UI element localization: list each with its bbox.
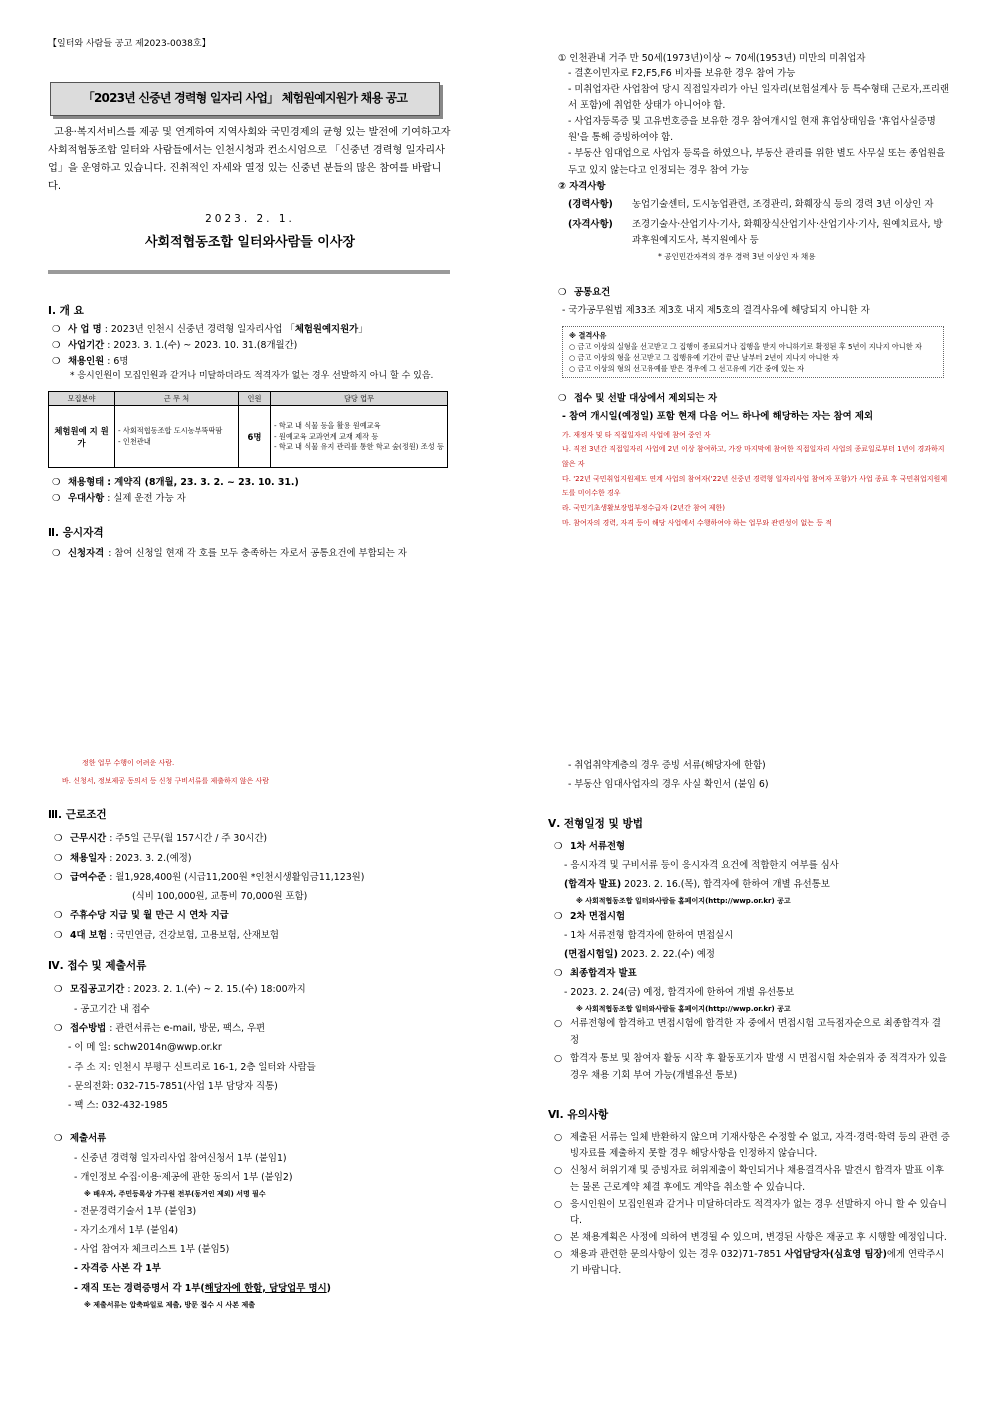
duty-line: - 학교 내 식물 유지 관리를 통한 학교 숲(정원) 조성 등	[274, 442, 444, 451]
round2-date	[564, 946, 950, 965]
intro-paragraph: 고용·복지서비스를 제공 및 연계하여 지역사회와 국민경제의 균형 있는 발전에 기여하고자 사회적협동조합 일터와 사람들에서는 인천시청과 컨소시엄으로 「신중년 경력형 일자리사업」을 운영하고 있습니다. 진취적인 자세와 열정 있는 신중년 분들의 많은 참여를 바랍니다.	[48, 127, 451, 193]
final-note: ※ 사회적협동조합 일터와사람들 홈페이지(http://wwp.or.kr) 공고	[576, 1005, 791, 1014]
note-item	[554, 1163, 950, 1196]
application-list	[54, 980, 456, 1312]
circle-bullet-icon: ❍	[54, 1022, 63, 1034]
section-2-heading: Ⅱ. 응시자격	[48, 526, 104, 539]
project-label: 사 업 명	[68, 324, 102, 336]
holiday-text: 주휴수당 지급 및 월 만근 시 연차 지급	[70, 910, 229, 922]
list-item: 라. 국민기초생활보장법부정수급자 (2년간 참여 제한)	[562, 503, 726, 512]
round1-result	[564, 876, 950, 895]
list-item: - 자격증 사본 각 1부	[74, 1263, 161, 1275]
doc-part: - 재직 또는 경력증명서 각 1부(	[74, 1282, 205, 1294]
list-item: - 전문경력기술서 1부 (붙임3)	[74, 1205, 197, 1217]
excl-last: 바. 신청서, 정보제공 동의서 등 신청 구비서류를 제출하지 않은 사람	[62, 777, 270, 786]
list-item: 가. 재정자 및 타 직접일자리 사업에 참여 중인 자	[562, 430, 711, 439]
job-table-row	[49, 406, 448, 468]
hire-note: * 응시인원이 모집인원과 같거나 미달하더라도 적격자가 없는 경우 선발하지 아니 할 수 있음.	[70, 371, 434, 382]
hours-row	[54, 829, 456, 848]
app-period-label: 모집공고기간	[70, 984, 125, 996]
period-row	[52, 339, 456, 353]
common-req-row	[558, 286, 950, 300]
disq-item: ○ 금고 이상의 실형을 선고받고 그 집행이 종료되거나 집행을 받지 아니하기로 확정된 후 5년이 지나지 아니한 자	[569, 341, 922, 351]
overview-section	[48, 304, 456, 561]
note-item	[554, 1197, 950, 1230]
selection-section	[548, 756, 950, 1280]
count-cell: 6명	[239, 406, 271, 468]
license-row	[568, 217, 950, 249]
app-method-row	[54, 1019, 456, 1038]
hours-value: : 주5일 근무(월 157시간 / 주 30시간)	[109, 833, 268, 845]
circle-bullet-icon: ❍	[52, 355, 61, 367]
pref-label: 우대사항	[68, 492, 105, 504]
doc-part: )	[326, 1282, 331, 1294]
list-item: - 개인정보 수집·이용·제공에 관한 동의서 1부 (붙임2)	[74, 1171, 293, 1183]
final-replacement: 합격자 통보 및 참여자 활동 시작 후 활동포기자 발생 시 면접시험 차순위자 중 적격자가 있을 경우 채용 기회 부여 가능(개별유선 통보)	[570, 1053, 947, 1081]
doc-part-underlined: 해당자에 한함, 담당업무 명시	[204, 1282, 327, 1294]
list-item: - 취업취약계층의 경우 증빙 서류(해당자에 한함)	[568, 760, 766, 771]
note-text: 신청서 허위기재 및 증빙자료 허위제출이 확인되거나 채용결격사유 발견시 합격자 발표 이후는 물론 근로계약 체결 후에도 계약을 취소할 수 있습니다.	[570, 1165, 944, 1193]
section-1-heading: Ⅰ. 개 요	[48, 305, 84, 317]
workplace-line: - 사회적협동조합 도시농부뚝딱팜	[118, 426, 223, 436]
round1-title: 1차 서류전형	[570, 840, 626, 852]
circle-bullet-icon: ❍	[52, 477, 61, 489]
career-label: (경력사항)	[568, 199, 613, 211]
qualification-details	[558, 52, 950, 530]
start-label: 채용일자	[70, 852, 107, 864]
period-value: : 2023. 3. 1.(수) ~ 2023. 10. 31.(8개월간)	[107, 339, 298, 351]
list-item: 다. '22년 국민취업지원제도 연계 사업의 참여자('22년 신중년 경력형 일자리사업 참여자 포함)가 사업 종료 후 국민취업지원제도를 미이수한 경우	[562, 474, 948, 498]
common-line: - 국가공무원법 제33조 제3호 내지 제5호의 결격사유에 해당되지 아니한 자	[562, 305, 870, 317]
documents-list	[74, 1149, 456, 1313]
project-end: 」	[358, 324, 368, 336]
project-name-row	[52, 323, 456, 337]
license-note: * 공인민간자격의 경우 경력 3년 이상인 자 채용	[658, 252, 816, 262]
list-item: - 미취업자란 사업참여 당시 직접일자리가 아닌 일자리(보험설계사 등 특수형태 근로자,프리랜서 포함)에 취업한 상태가 아니어야 함.	[568, 83, 949, 111]
notice-number: 【일터와 사람들 공고 제2023-0038호】	[48, 39, 211, 49]
notice-date: 2023. 2. 1.	[205, 213, 295, 225]
list-item: - 부동산 임대사업자의 경우 사실 확인서 (붙임 6)	[568, 779, 769, 791]
exclusion-row	[558, 392, 950, 406]
project-bold: 체험원예지원가	[294, 324, 359, 336]
circle-bullet-icon: ○	[554, 1198, 563, 1210]
note-text: 본 채용계획은 사정에 의하여 변경될 수 있으며, 변경된 사항은 재공고 후 시행할 예정입니다.	[570, 1232, 947, 1243]
item1-title: ① 인천관내 거주 만 50세(1973년)이상 ~ 70세(1953년) 미만의 미취업자	[558, 53, 866, 64]
excl-cont: 정한 업무 수행이 어려운 사람.	[82, 759, 175, 767]
note-item	[554, 1230, 950, 1247]
disqualification-box	[562, 326, 944, 379]
contact-text: 채용과 관련한 문의사항이 있는 경우 032)71-7851	[570, 1248, 785, 1260]
round1-result-label: (합격자 발표)	[564, 878, 622, 890]
license-label: (자격사항)	[568, 219, 613, 231]
circle-bullet-icon: ❍	[52, 492, 61, 504]
table-header-cell: 모집분야	[49, 392, 115, 406]
circle-bullet-icon: ❍	[54, 984, 63, 996]
list-item: 나. 직전 3년간 직접일자리 사업에 2년 이상 참여하고, 가장 마지막에 참여한 직접일자리 사업의 종료일로부터 1년이 경과하지 않은 자	[562, 445, 945, 468]
circle-bullet-icon: ❍	[52, 324, 61, 336]
duty-line: - 학교 내 식물 등을 활용 원예교육	[274, 421, 381, 431]
type-value: : 계약직 (8개월, 23. 3. 2. ~ 23. 10. 31.)	[107, 477, 299, 489]
app-method-value: : 관련서류는 e-mail, 방문, 팩스, 우편	[109, 1022, 266, 1034]
excl-lead: - 참여 개시일(예정일) 포함 현재 다음 어느 하나에 해당하는 자는 참여 제외	[562, 410, 873, 422]
common-title: 공통요건	[574, 287, 611, 299]
page-lower-half	[0, 702, 992, 1403]
documents-list-continued	[568, 756, 950, 795]
round1-row	[554, 838, 950, 857]
round2-row	[554, 908, 950, 927]
section-4-heading: Ⅳ. 접수 및 제출서류	[48, 960, 147, 973]
list-item: - 결혼이민자로 F2,F5,F6 비자를 보유한 경우 참여 가능	[568, 67, 796, 79]
hire-label: 채용인원	[68, 355, 105, 367]
circle-bullet-icon: ❍	[54, 871, 63, 883]
conditions-list	[54, 829, 456, 945]
circle-bullet-icon: ○	[554, 1053, 563, 1065]
workplace-line: - 인천관내	[118, 436, 151, 446]
circle-bullet-icon: ❍	[54, 833, 63, 845]
holiday-row	[54, 906, 456, 925]
list-item: - 사업자등록증 및 고유번호증을 보유한 경우 참여개시일 현재 휴업상태임을 '휴업사실증명원'을 통해 증빙하여야 함.	[568, 116, 936, 144]
job-table-header	[49, 392, 448, 406]
hours-label: 근무시간	[70, 833, 107, 845]
job-table	[48, 391, 448, 468]
section-6-heading: Ⅵ. 유의사항	[548, 1109, 609, 1122]
table-header-cell: 근 무 처	[115, 392, 239, 406]
circle-bullet-icon: ○	[554, 1131, 563, 1143]
circle-bullet-icon: ○	[554, 1018, 563, 1030]
round2-title: 2차 면접시험	[570, 911, 626, 923]
pay-sub: (식비 100,000원, 교통비 70,000원 포함)	[132, 891, 308, 903]
app-period-row	[54, 980, 456, 999]
circle-bullet-icon: ❍	[54, 1133, 63, 1145]
round1-line: - 응시자격 및 구비서류 등이 응시자격 요건에 적합한지 여부를 심사	[564, 859, 839, 871]
circle-bullet-icon: ❍	[558, 393, 567, 405]
pay-label: 급여수준	[70, 871, 107, 883]
item1-list	[568, 66, 950, 179]
period-label: 사업기간	[68, 339, 105, 351]
list-item: - 자기소개서 1부 (붙임4)	[74, 1224, 179, 1236]
app-period-sub: - 공고기간 내 접수	[74, 1003, 150, 1015]
contact-phone: - 문의전화: 032-715-7851(사업 1부 담당자 직통)	[68, 1080, 278, 1092]
start-value: : 2023. 3. 2.(예정)	[109, 852, 192, 864]
docs-title: 제출서류	[70, 1133, 107, 1145]
ins-value: : 국민연금, 건강보험, 고용보험, 산재보험	[109, 929, 279, 941]
circle-bullet-icon: ❍	[54, 929, 63, 941]
duty-cell	[271, 406, 448, 468]
circle-bullet-icon: ❍	[52, 547, 61, 559]
circle-bullet-icon: ○	[554, 1232, 563, 1243]
field-cell: 체험원예 지 원 가	[49, 406, 115, 468]
circle-bullet-icon: ○	[554, 1248, 563, 1260]
header-divider	[48, 270, 450, 274]
preference-row	[52, 492, 456, 506]
excl-title: 접수 및 선발 대상에서 제외되는 자	[574, 393, 718, 405]
career-row	[568, 197, 950, 213]
note-text: 응시인원이 모집인원과 같거나 미달하더라도 적격자가 없는 경우 선발하지 아니 할 수 있습니다.	[570, 1198, 947, 1227]
selection-steps	[554, 838, 950, 1084]
notice-title: 「2023년 신중년 경력형 일자리 사업」 체험원예지원가 채용 공고	[50, 82, 440, 116]
employment-type-row	[52, 476, 456, 490]
note-item	[554, 1247, 950, 1280]
duty-line: - 원예교육 교과연계 교재 제작 등	[274, 431, 379, 441]
table-header-cell: 담당 업무	[271, 392, 448, 406]
hire-value: : 6명	[107, 355, 129, 367]
insurance-row	[54, 926, 456, 945]
list-item: - 신중년 경력형 일자리사업 참여신청서 1부 (붙임1)	[74, 1152, 287, 1164]
qualification-row	[52, 547, 456, 561]
exclusion-continued	[62, 758, 442, 786]
note-item	[554, 1130, 950, 1163]
disq-item: ○ 금고 이상의 형의 선고유예를 받은 경우에 그 선고유예 기간 중에 있는 자	[569, 364, 805, 374]
contact-person: 사업담당자(심효영 팀장)	[784, 1248, 887, 1260]
docs-note1: ※ 배우자, 주민등록상 가구원 전부(동거인 제외) 서명 필수	[84, 1190, 266, 1199]
notes-list	[554, 1130, 950, 1281]
contact-fax: - 팩 스: 032-432-1985	[68, 1100, 169, 1112]
issuer-name: 사회적협동조합 일터와사람들 이사장	[145, 235, 355, 250]
app-method-label: 접수방법	[70, 1022, 107, 1034]
circle-bullet-icon: ❍	[554, 967, 563, 979]
note-text: 제출된 서류는 일체 반환하지 않으며 기재사항은 수정할 수 없고, 자격·경력·학력 등의 관련 증빙자료를 제출하지 못할 경우 해당사항을 인정하지 않습니다.	[570, 1131, 950, 1160]
list-item	[74, 1279, 456, 1298]
round1-note: ※ 사회적협동조합 일터와사람들 홈페이지(http://wwp.or.kr) 공고	[576, 897, 791, 906]
round2-line: - 1차 서류전형 합격자에 한하여 면접실시	[564, 930, 734, 942]
list-item: - 부동산 임대업으로 사업자 등록을 하였으나, 부동산 관리를 위한 별도 사무실 또는 종업원을 두고 있지 않는다고 인정되는 경우 참여 가능	[568, 148, 946, 176]
circle-bullet-icon: ❍	[52, 339, 61, 351]
round2-date-label: (면접시험일)	[564, 948, 618, 960]
documents-row	[54, 1129, 456, 1148]
qual-value: : 참여 신청일 현재 각 호를 모두 충족하는 자로서 공통요건에 부합되는 자	[108, 547, 407, 559]
pay-row	[54, 868, 456, 887]
list-item: 마. 참여자의 경력, 자격 등이 해당 사업에서 수행하여야 하는 업무와 관련성이 없는 등 적	[562, 518, 833, 527]
section-5-heading: Ⅴ. 전형일정 및 방법	[548, 817, 643, 830]
contact-email: - 이 메 일: schw2014n@wwp.or.kr	[68, 1042, 222, 1054]
circle-bullet-icon: ❍	[554, 911, 563, 923]
workplace-cell	[115, 406, 239, 468]
project-value: : 2023년 인천시 신중년 경력형 일자리사업 「	[104, 324, 295, 336]
ins-label: 4대 보험	[70, 929, 107, 941]
final-replacement-row	[554, 1051, 950, 1084]
career-value: 농업기술센터, 도시농업관련, 조경관리, 화훼장식 등의 경력 3년 이상인 자	[632, 199, 934, 211]
circle-bullet-icon: ❍	[554, 840, 563, 852]
circle-bullet-icon: ❍	[54, 910, 63, 922]
working-conditions-section	[48, 808, 456, 1312]
circle-bullet-icon: ○	[554, 1165, 563, 1177]
disq-title: ※ 결격사유	[569, 330, 607, 340]
section-3-heading: Ⅲ. 근로조건	[48, 809, 107, 821]
pref-value: : 실제 운전 가능 자	[107, 492, 186, 504]
final-line: - 2023. 2. 24(금) 예정, 합격자에 한하여 개별 유선통보	[564, 986, 795, 998]
circle-bullet-icon: ❍	[54, 852, 63, 864]
qual-label: 신청자격	[68, 547, 105, 559]
final-title: 최종합격자 발표	[570, 967, 637, 979]
final-row	[554, 965, 950, 984]
round2-date-value: 2023. 2. 22.(수) 예정	[617, 948, 715, 960]
final-decision-row	[554, 1016, 950, 1049]
disq-item: ○ 금고 이상의 형을 선고받고 그 집행유예 기간이 끝난 날부터 2년이 지나지 아니한 자	[569, 352, 839, 362]
hire-count-row	[52, 355, 456, 369]
table-header-cell: 인원	[239, 392, 271, 406]
contact-list	[68, 1038, 456, 1115]
final-decision: 서류전형에 합격하고 면접시험에 합격한 자 중에서 면접시험 고득점자순으로 최종합격자 결정	[570, 1018, 941, 1046]
docs-note2: ※ 제출서류는 압축파일로 제출, 방문 접수 시 사본 제출	[84, 1300, 255, 1309]
item2-title: ② 자격사항	[558, 180, 606, 192]
exclusion-list	[562, 428, 950, 531]
round1-result-value: 2023. 2. 16.(목), 합격자에 한하여 개별 유선통보	[621, 878, 830, 890]
contact-address: - 주 소 지: 인천시 부평구 신트리로 16-1, 2층 일터와 사람들	[68, 1061, 316, 1073]
circle-bullet-icon: ❍	[558, 287, 567, 299]
start-row	[54, 849, 456, 868]
license-value: 조경기술사·산업기사·기사, 화훼장식산업기사·산업기사·기사, 원예치료사, 방과후원예지도사, 복지원예사 등	[632, 219, 943, 247]
type-label: 채용형태	[68, 477, 105, 489]
contact-end: 에게 연락주시기 바랍니다.	[570, 1248, 945, 1277]
page-upper-half	[0, 0, 992, 701]
pay-value: : 월1,928,400원 (시급11,200원 *인천시생활임금11,123원)	[109, 871, 365, 883]
list-item: - 사업 참여자 체크리스트 1부 (붙임5)	[74, 1244, 230, 1256]
app-period-value: : 2023. 2. 1.(수) ~ 2. 15.(수) 18:00까지	[127, 984, 306, 996]
